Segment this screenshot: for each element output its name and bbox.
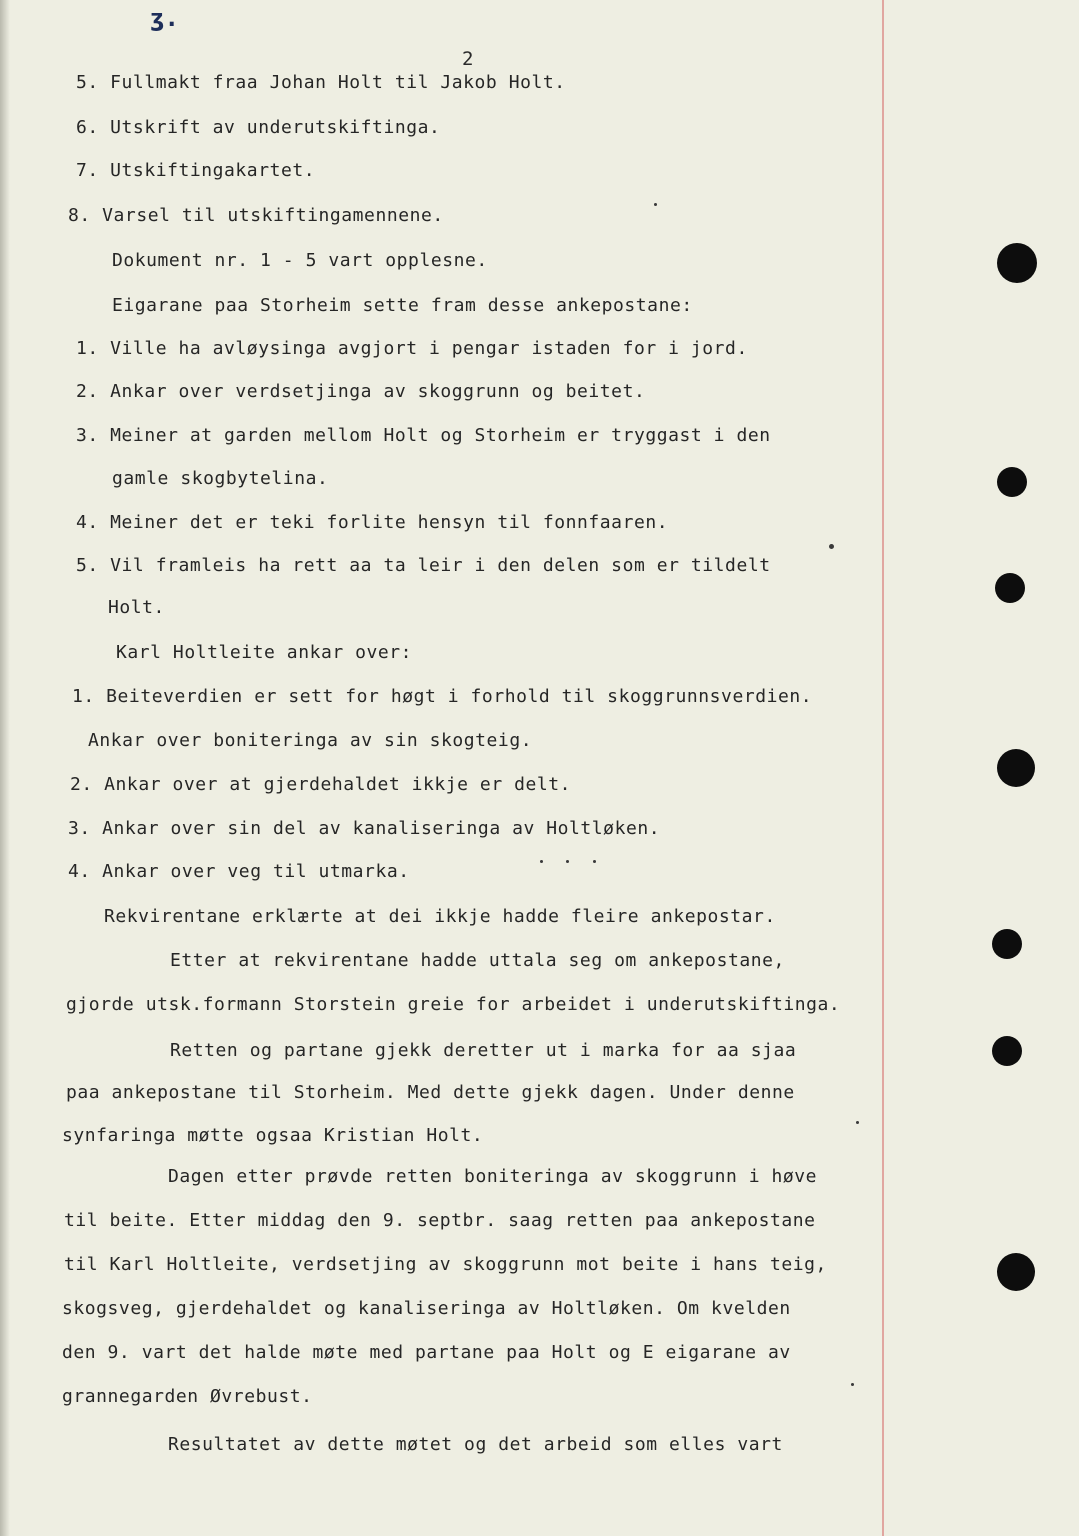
punch-hole <box>992 929 1022 959</box>
text-line: Karl Holtleite ankar over: <box>116 642 413 663</box>
text-line: 2. Ankar over verdsetjinga av skoggrunn og beitet. <box>76 381 646 402</box>
ink-speck <box>593 860 596 863</box>
punch-hole <box>995 573 1025 603</box>
text-line: til beite. Etter middag den 9. septbr. saag retten paa ankepostane <box>64 1210 816 1231</box>
page-number: 2 <box>462 48 474 70</box>
text-line: Retten og partane gjekk deretter ut i marka for aa sjaa <box>170 1040 797 1061</box>
punch-hole <box>997 749 1035 787</box>
text-line: skogsveg, gjerdehaldet og kanaliseringa av Holtløken. Om kvelden <box>62 1298 791 1319</box>
text-line: den 9. vart det halde møte med partane paa Holt og E eigarane av <box>62 1342 791 1363</box>
ink-speck <box>856 1121 859 1124</box>
text-line: gamle skogbytelina. <box>112 468 329 489</box>
text-line: 6. Utskrift av underutskiftinga. <box>76 117 441 138</box>
text-line: 3. Meiner at garden mellom Holt og Storheim er tryggast i den <box>76 425 771 446</box>
text-line: 5. Fullmakt fraa Johan Holt til Jakob Holt. <box>76 72 566 93</box>
corner-ink-mark: ʒ. <box>150 4 179 32</box>
text-line: synfaringa møtte ogsaa Kristian Holt. <box>62 1125 484 1146</box>
text-line: Resultatet av dette møtet og det arbeid som elles vart <box>168 1434 783 1455</box>
text-line: 3. Ankar over sin del av kanaliseringa av Holtløken. <box>68 818 661 839</box>
text-line: 5. Vil framleis ha rett aa ta leir i den delen som er tildelt <box>76 555 771 576</box>
text-line: 2. Ankar over at gjerdehaldet ikkje er delt. <box>70 774 572 795</box>
text-line: Dagen etter prøvde retten boniteringa av skoggrunn i høve <box>168 1166 818 1187</box>
text-line: paa ankepostane til Storheim. Med dette gjekk dagen. Under denne <box>66 1082 795 1103</box>
text-line: Holt. <box>108 597 165 618</box>
ink-speck <box>540 860 543 863</box>
page-edge-shadow <box>0 0 10 1536</box>
text-line: gjorde utsk.formann Storstein greie for arbeidet i underutskiftinga. <box>66 994 841 1015</box>
text-line: 4. Meiner det er teki forlite hensyn til fonnfaaren. <box>76 512 669 533</box>
text-line: Etter at rekvirentane hadde uttala seg om ankepostane, <box>170 950 785 971</box>
text-line: grannegarden Øvrebust. <box>62 1386 313 1407</box>
punch-hole <box>997 243 1037 283</box>
text-line: 1. Beiteverdien er sett for høgt i forhold til skoggrunnsverdien. <box>72 686 813 707</box>
ink-speck <box>851 1383 854 1386</box>
text-line: til Karl Holtleite, verdsetjing av skoggrunn mot beite i hans teig, <box>64 1254 827 1275</box>
ink-speck <box>829 544 834 549</box>
red-margin-rule <box>882 0 884 1536</box>
text-line: Eigarane paa Storheim sette fram desse ankepostane: <box>112 295 693 316</box>
text-line: 4. Ankar over veg til utmarka. <box>68 861 410 882</box>
text-line: Ankar over boniteringa av sin skogteig. <box>88 730 533 751</box>
punch-hole <box>992 1036 1022 1066</box>
punch-hole <box>997 1253 1035 1291</box>
ink-speck <box>566 860 569 863</box>
text-line: 1. Ville ha avløysinga avgjort i pengar istaden for i jord. <box>76 338 748 359</box>
punch-hole <box>997 467 1027 497</box>
text-line: 8. Varsel til utskiftingamennene. <box>68 205 444 226</box>
text-line: 7. Utskiftingakartet. <box>76 160 316 181</box>
text-line: Rekvirentane erklærte at dei ikkje hadde fleire ankepostar. <box>104 906 776 927</box>
ink-speck <box>654 203 657 206</box>
text-line: Dokument nr. 1 - 5 vart opplesne. <box>112 250 488 271</box>
